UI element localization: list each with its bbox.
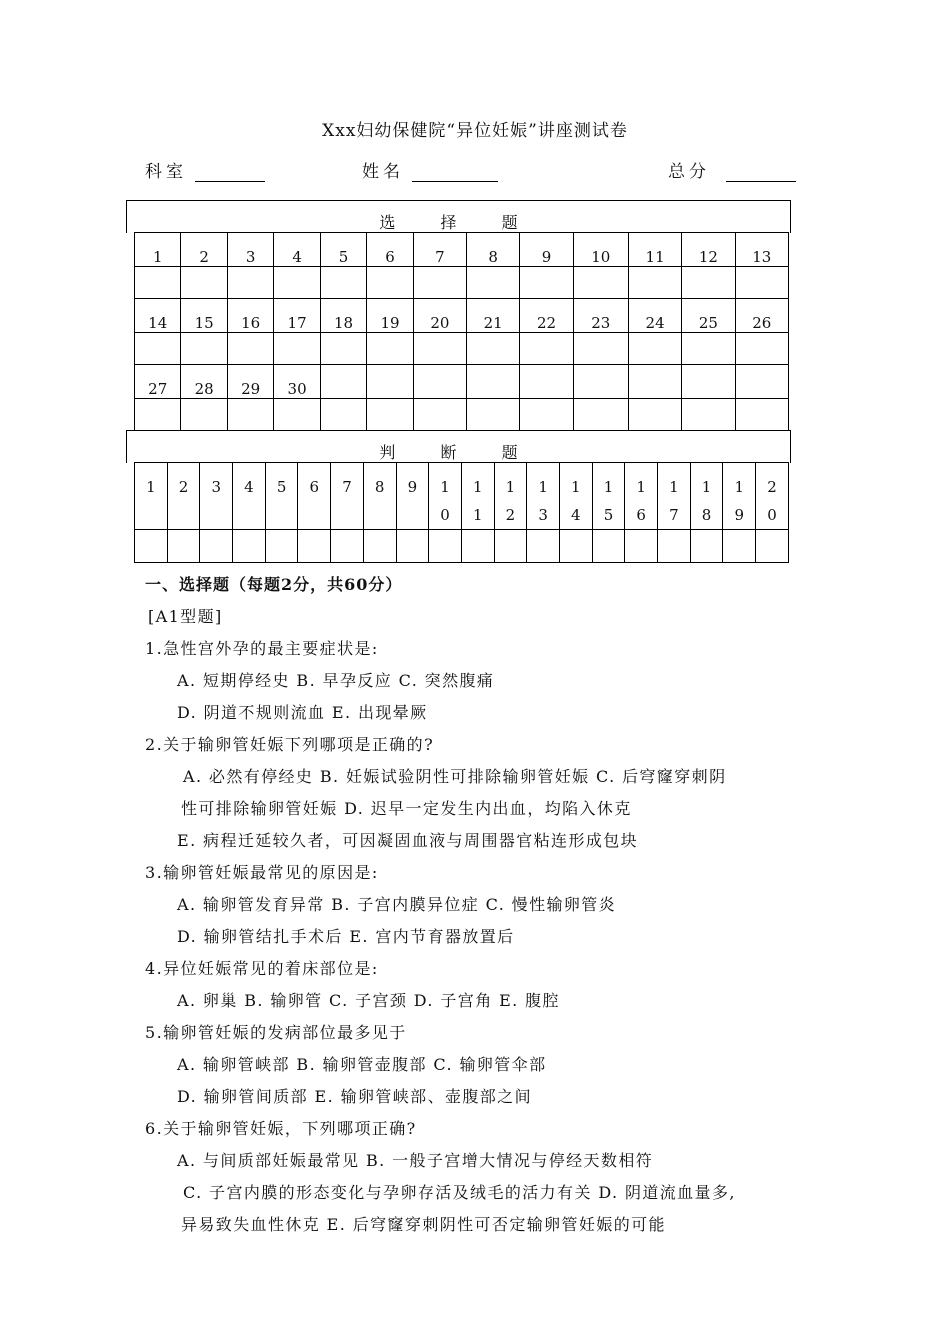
tf-number-digit: 1 (538, 478, 548, 496)
tf-number-digit: 6 (309, 478, 320, 496)
question-stem: 6.关于输卵管妊娠，下列哪项正确? (145, 1119, 417, 1138)
mc-question-number: 26 (735, 299, 788, 333)
mc-answer-cell[interactable] (573, 333, 628, 365)
mc-question-number: 20 (413, 299, 466, 333)
tf-question-number (429, 463, 462, 530)
mc-answer-cell[interactable] (573, 399, 628, 431)
department-field (145, 157, 265, 182)
name-blank[interactable] (412, 161, 498, 182)
mc-answer-cell[interactable] (181, 399, 227, 431)
mc-question-number (320, 365, 366, 399)
tf-answer-row (135, 530, 789, 563)
tf-number-digit: 2 (767, 478, 777, 496)
tf-number-digit: 1 (440, 478, 450, 496)
mc-question-number: 1 (135, 233, 181, 267)
tf-question-number (658, 463, 691, 530)
tf-answer-cell[interactable] (494, 530, 527, 563)
tf-question-number (331, 463, 364, 530)
mc-answer-cell[interactable] (320, 399, 366, 431)
mc-answer-cell[interactable] (135, 333, 181, 365)
answer-options: D. 输卵管间质部 E. 输卵管峡部、壶腹部之间 (177, 1087, 532, 1106)
tf-number-digit: 7 (342, 478, 352, 496)
mc-question-number: 8 (467, 233, 520, 267)
mc-answer-cell[interactable] (227, 267, 273, 299)
score-field (668, 157, 796, 182)
tf-question-number (494, 463, 527, 530)
mc-number-row (135, 233, 789, 267)
mc-answer-cell[interactable] (628, 333, 681, 365)
mc-answer-cell[interactable] (135, 399, 181, 431)
answer-options: A. 卵巢 B. 输卵管 C. 子宫颈 D. 子宫角 E. 腹腔 (177, 991, 560, 1010)
tf-number-digit: 1 (472, 506, 483, 524)
tf-number-digit: 1 (472, 478, 483, 496)
tf-question-number (363, 463, 396, 530)
tf-number-digit: 2 (178, 478, 189, 496)
tf-number-digit: 0 (767, 506, 777, 524)
tf-question-number (527, 463, 560, 530)
tf-number-digit: 1 (701, 478, 712, 496)
mc-question-number: 9 (520, 233, 573, 267)
mc-answer-cell[interactable] (682, 399, 735, 431)
mc-answer-cell[interactable] (274, 267, 320, 299)
tf-answer-cell[interactable] (592, 530, 625, 563)
mc-answer-cell[interactable] (628, 267, 681, 299)
tf-answer-cell[interactable] (756, 530, 789, 563)
tf-answer-cell[interactable] (723, 530, 756, 563)
tf-question-number (756, 463, 789, 530)
tf-number-digit: 3 (211, 478, 221, 496)
tf-number-digit: 9 (734, 506, 744, 524)
tf-answer-table (134, 462, 789, 563)
name-label: 姓名 (362, 162, 404, 182)
tf-number-digit: 1 (146, 478, 156, 496)
tf-question-number (723, 463, 756, 530)
tf-number-digit: 1 (734, 478, 744, 496)
mc-question-number: 12 (682, 233, 735, 267)
tf-number-digit: 0 (440, 506, 450, 524)
mc-answer-row (135, 267, 789, 299)
score-label: 总分 (668, 162, 710, 182)
tf-answer-cell[interactable] (298, 530, 331, 563)
section-subheading: [A1型题] (148, 607, 223, 626)
tf-answer-cell[interactable] (461, 530, 494, 563)
answer-options: A. 短期停经史 B. 早孕反应 C. 突然腹痛 (177, 671, 495, 690)
tf-answer-cell[interactable] (396, 530, 429, 563)
tf-question-number (396, 463, 429, 530)
tf-question-number (625, 463, 658, 530)
tf-answer-cell[interactable] (167, 530, 200, 563)
tf-answer-cell[interactable] (233, 530, 266, 563)
tf-number-digit: 1 (571, 478, 581, 496)
mc-answer-cell[interactable] (682, 267, 735, 299)
tf-answer-cell[interactable] (429, 530, 462, 563)
page-title: Xxx妇幼保健院“异位妊娠”讲座测试卷 (322, 121, 628, 141)
tf-number-digit: 8 (374, 478, 385, 496)
mc-question-number: 16 (227, 299, 273, 333)
tf-number-digit: 6 (636, 506, 646, 524)
mc-answer-cell[interactable] (367, 333, 413, 365)
mc-answer-cell[interactable] (467, 267, 520, 299)
tf-number-digit: 4 (244, 478, 254, 496)
mc-answer-cell[interactable] (227, 333, 273, 365)
answer-options: A. 输卵管发育异常 B. 子宫内膜异位症 C. 慢性输卵管炎 (177, 895, 617, 914)
tf-answer-cell[interactable] (363, 530, 396, 563)
question-stem: 5.输卵管妊娠的发病部位最多见于 (145, 1023, 407, 1042)
question-stem: 4.异位妊娠常见的着床部位是: (145, 959, 379, 978)
tf-answer-cell[interactable] (658, 530, 691, 563)
answer-options: D. 阴道不规则流血 E. 出现晕厥 (177, 703, 428, 722)
tf-answer-cell[interactable] (559, 530, 592, 563)
department-label: 科室 (145, 162, 187, 182)
tf-number-digit: 1 (505, 478, 516, 496)
tf-number-digit: 5 (276, 478, 287, 496)
answer-options: 异易致失血性休克 E. 后穹窿穿刺阴性可否定输卵管妊娠的可能 (181, 1215, 666, 1234)
mc-question-number: 14 (135, 299, 181, 333)
question-stem: 1.急性宫外孕的最主要症状是: (145, 639, 379, 658)
mc-question-number (367, 365, 413, 399)
tf-number-digit: 1 (669, 478, 679, 496)
tf-question-number (135, 463, 168, 530)
mc-answer-cell[interactable] (367, 267, 413, 299)
mc-question-number (520, 365, 573, 399)
mc-question-number: 24 (628, 299, 681, 333)
mc-answer-cell[interactable] (227, 399, 273, 431)
mc-question-number: 21 (467, 299, 520, 333)
tf-number-digit: 9 (407, 478, 418, 496)
mc-question-number: 25 (682, 299, 735, 333)
answer-options: A. 必然有停经史 B. 妊娠试验阴性可排除输卵管妊娠 C. 后穹窿穿刺阴 (183, 767, 727, 786)
question-stem: 2.关于输卵管妊娠下列哪项是正确的? (145, 735, 435, 754)
mc-answer-cell[interactable] (467, 333, 520, 365)
tf-number-digit: 5 (603, 506, 614, 524)
mc-question-number: 5 (320, 233, 366, 267)
tf-answer-cell[interactable] (527, 530, 560, 563)
answer-options: A. 输卵管峡部 B. 输卵管壶腹部 C. 输卵管伞部 (177, 1055, 547, 1074)
tf-question-number (592, 463, 625, 530)
answer-options: 性可排除输卵管妊娠 D. 迟早一定发生内出血，均陷入休克 (181, 799, 632, 818)
mc-answer-cell[interactable] (467, 399, 520, 431)
tf-number-digit: 3 (538, 506, 548, 524)
mc-answer-cell[interactable] (520, 333, 573, 365)
tf-number-digit: 2 (505, 506, 516, 524)
tf-band-header: 判 断 题 (126, 430, 791, 463)
mc-question-number: 2 (181, 233, 227, 267)
mc-question-number (682, 365, 735, 399)
mc-answer-cell[interactable] (413, 333, 466, 365)
mc-question-number (413, 365, 466, 399)
tf-question-number (559, 463, 592, 530)
tf-answer-cell[interactable] (625, 530, 658, 563)
mc-answer-cell[interactable] (735, 399, 788, 431)
mc-question-number: 7 (413, 233, 466, 267)
tf-answer-cell[interactable] (200, 530, 233, 563)
mc-question-number: 10 (573, 233, 628, 267)
tf-question-number (298, 463, 331, 530)
department-blank[interactable] (195, 161, 265, 182)
tf-number-digit: 1 (636, 478, 646, 496)
tf-answer-cell[interactable] (331, 530, 364, 563)
mc-answer-cell[interactable] (135, 267, 181, 299)
tf-question-number (200, 463, 233, 530)
answer-options: A. 与间质部妊娠最常见 B. 一般子宫增大情况与停经天数相符 (177, 1151, 654, 1170)
mc-answer-cell[interactable] (274, 333, 320, 365)
tf-question-number (461, 463, 494, 530)
tf-question-number (167, 463, 200, 530)
mc-answer-row (135, 333, 789, 365)
mc-question-number: 30 (274, 365, 320, 399)
mc-question-number: 19 (367, 299, 413, 333)
mc-question-number: 13 (735, 233, 788, 267)
mc-answer-cell[interactable] (735, 267, 788, 299)
mc-answer-cell[interactable] (367, 399, 413, 431)
answer-options: E. 病程迁延较久者，可因凝固血液与周围器官粘连形成包块 (177, 831, 639, 850)
mc-answer-cell[interactable] (520, 267, 573, 299)
mc-answer-cell[interactable] (682, 333, 735, 365)
mc-answer-cell[interactable] (413, 399, 466, 431)
mc-answer-cell[interactable] (181, 267, 227, 299)
mc-number-row (135, 299, 789, 333)
mc-answer-cell[interactable] (413, 267, 466, 299)
mc-question-number: 28 (181, 365, 227, 399)
tf-question-number (265, 463, 298, 530)
question-stem: 3.输卵管妊娠最常见的原因是: (145, 863, 379, 882)
mc-question-number: 18 (320, 299, 366, 333)
mc-question-number: 17 (274, 299, 320, 333)
answer-options: C. 子宫内膜的形态变化与孕卵存活及绒毛的活力有关 D. 阴道流血量多, (183, 1183, 736, 1202)
mc-answer-table (134, 232, 789, 431)
section-heading: 一、选择题（每题2分，共60分） (145, 575, 403, 594)
score-blank[interactable] (726, 161, 796, 182)
mc-answer-cell[interactable] (573, 267, 628, 299)
tf-number-digit: 7 (669, 506, 679, 524)
mc-question-number: 29 (227, 365, 273, 399)
tf-answer-cell[interactable] (135, 530, 168, 563)
mc-band-header: 选 择 题 (126, 200, 791, 233)
tf-question-number (690, 463, 723, 530)
tf-number-digit: 8 (701, 506, 712, 524)
mc-question-number (467, 365, 520, 399)
mc-question-number (735, 365, 788, 399)
mc-question-number (573, 365, 628, 399)
tf-answer-cell[interactable] (690, 530, 723, 563)
mc-answer-cell[interactable] (181, 333, 227, 365)
mc-question-number: 6 (367, 233, 413, 267)
mc-answer-cell[interactable] (628, 399, 681, 431)
tf-number-digit: 1 (603, 478, 614, 496)
mc-question-number: 27 (135, 365, 181, 399)
mc-question-number (628, 365, 681, 399)
mc-answer-cell[interactable] (735, 333, 788, 365)
name-field (362, 157, 498, 182)
mc-question-number: 4 (274, 233, 320, 267)
tf-answer-cell[interactable] (265, 530, 298, 563)
mc-answer-cell[interactable] (520, 399, 573, 431)
mc-question-number: 23 (573, 299, 628, 333)
mc-question-number: 11 (628, 233, 681, 267)
mc-question-number: 3 (227, 233, 273, 267)
mc-answer-cell[interactable] (320, 267, 366, 299)
mc-answer-row (135, 399, 789, 431)
mc-question-number: 15 (181, 299, 227, 333)
tf-number-row (135, 463, 789, 530)
mc-number-row (135, 365, 789, 399)
tf-question-number (233, 463, 266, 530)
answer-options: D. 输卵管结扎手术后 E. 宫内节育器放置后 (177, 927, 515, 946)
mc-answer-cell[interactable] (320, 333, 366, 365)
tf-number-digit: 4 (571, 506, 581, 524)
mc-answer-cell[interactable] (274, 399, 320, 431)
mc-question-number: 22 (520, 299, 573, 333)
